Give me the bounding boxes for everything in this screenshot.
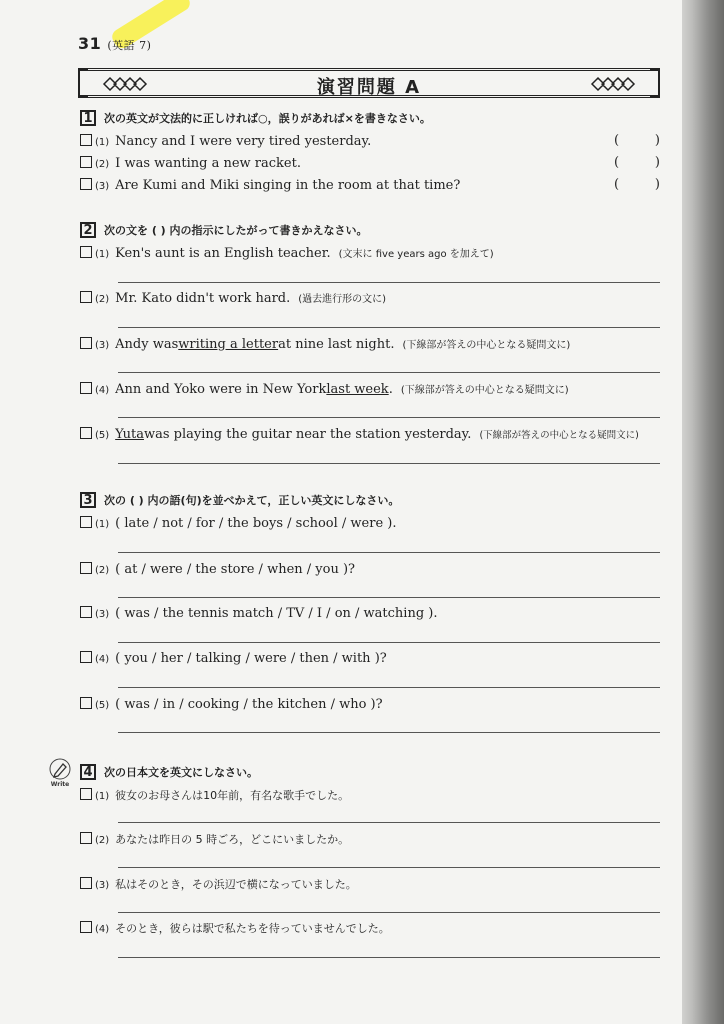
answer-line[interactable] xyxy=(118,327,660,328)
answer-line[interactable] xyxy=(118,463,660,464)
section-2-heading xyxy=(80,222,368,238)
item-number: (4) xyxy=(95,924,110,935)
underlined-part: last week xyxy=(326,382,389,397)
item-number: (3) xyxy=(95,880,110,891)
paren-open: ( xyxy=(614,177,620,192)
item-number: (1) xyxy=(95,519,110,530)
paren-close: ) xyxy=(654,133,660,148)
item-number: (1) xyxy=(95,791,110,802)
item-number: (4) xyxy=(95,385,110,396)
item-text: あなたは昨日の 5 時ごろ，どこにいましたか。 xyxy=(115,833,350,846)
item-text-pre: Andy was xyxy=(115,337,179,352)
item-number: (3) xyxy=(95,181,110,192)
answer-line[interactable] xyxy=(118,822,660,823)
s3-item-5 xyxy=(80,696,383,712)
checkbox[interactable] xyxy=(80,382,92,394)
section-number: 4 xyxy=(80,764,96,780)
section-number: 3 xyxy=(80,492,96,508)
item-text: ( was / in / cooking / the kitchen / who )? xyxy=(115,697,383,712)
answer-line[interactable] xyxy=(118,867,660,868)
s2-item-1 xyxy=(80,245,494,261)
answer-line[interactable] xyxy=(118,417,660,418)
checkbox[interactable] xyxy=(80,651,92,663)
item-text: ( late / not / for / the boys / school / were ). xyxy=(115,516,397,531)
answer-line[interactable] xyxy=(118,597,660,598)
item-text: ( you / her / talking / were / then / with )? xyxy=(115,651,387,666)
title-bar-right-cap xyxy=(650,68,660,98)
page-binding-edge xyxy=(678,0,724,1024)
s1-item-3 xyxy=(80,177,460,193)
item-number: (2) xyxy=(95,159,110,170)
item-number: (2) xyxy=(95,294,110,305)
answer-line[interactable] xyxy=(118,912,660,913)
item-number: (2) xyxy=(95,835,110,846)
item-text: ( at / were / the store / when / you )? xyxy=(115,562,355,577)
worksheet-title: 演習問題 A xyxy=(316,77,422,98)
title-bar xyxy=(80,68,658,98)
item-number: (4) xyxy=(95,654,110,665)
s4-item-3 xyxy=(80,876,357,892)
checkbox[interactable] xyxy=(80,337,92,349)
s1-item-1 xyxy=(80,133,371,149)
item-text: Ken's aunt is an English teacher. xyxy=(115,246,331,261)
item-text: 私はそのとき，その浜辺で横になっていました。 xyxy=(115,878,357,891)
section-number: 2 xyxy=(80,222,96,238)
item-text-pre: Ann and Yoko were in New York xyxy=(115,382,327,397)
item-number: (3) xyxy=(95,609,110,620)
paren-close: ) xyxy=(654,177,660,192)
section-instruction: 次の ( ) 内の語(句)を並べかえて，正しい英文にしなさい。 xyxy=(104,494,400,507)
write-icon-label: Write xyxy=(50,781,70,788)
item-number: (5) xyxy=(95,700,110,711)
s4-item-2 xyxy=(80,831,349,847)
checkbox[interactable] xyxy=(80,788,92,800)
item-instruction: (文末に five years ago を加えて) xyxy=(338,249,494,260)
checkbox[interactable] xyxy=(80,291,92,303)
paren-close: ) xyxy=(654,155,660,170)
answer-line[interactable] xyxy=(118,957,660,958)
section-instruction: 次の英文が文法的に正しければ○，誤りがあれば×を書きなさい。 xyxy=(104,112,431,125)
ornament-right-icon xyxy=(588,76,636,92)
section-instruction: 次の日本文を英文にしなさい。 xyxy=(104,766,258,779)
underlined-part: Yuta xyxy=(115,427,144,442)
checkbox[interactable] xyxy=(80,921,92,933)
answer-parentheses[interactable] xyxy=(614,133,660,148)
item-number: (3) xyxy=(95,340,110,351)
item-text: ( was / the tennis match / TV / I / on / watching ). xyxy=(115,606,438,621)
item-instruction: (下線部が答えの中心となる疑問文に) xyxy=(402,340,571,351)
item-text-post: at nine last night. xyxy=(278,337,395,352)
page-number: 31 xyxy=(78,34,102,53)
checkbox[interactable] xyxy=(80,877,92,889)
s3-item-3 xyxy=(80,605,438,621)
checkbox[interactable] xyxy=(80,246,92,258)
checkbox[interactable] xyxy=(80,178,92,190)
item-number: (1) xyxy=(95,249,110,260)
checkbox[interactable] xyxy=(80,606,92,618)
item-number: (1) xyxy=(95,137,110,148)
answer-line[interactable] xyxy=(118,372,660,373)
item-text: Nancy and I were very tired yesterday. xyxy=(115,134,372,149)
checkbox[interactable] xyxy=(80,697,92,709)
section-instruction: 次の文を ( ) 内の指示にしたがって書きかえなさい。 xyxy=(104,224,368,237)
answer-line[interactable] xyxy=(118,732,660,733)
checkbox[interactable] xyxy=(80,516,92,528)
item-instruction: (下線部が答えの中心となる疑問文に) xyxy=(479,430,639,441)
checkbox[interactable] xyxy=(80,562,92,574)
item-text-post: . xyxy=(388,382,393,397)
section-3-heading xyxy=(80,492,399,508)
write-pencil-icon xyxy=(48,758,72,788)
item-number: (5) xyxy=(95,430,110,441)
s3-item-2 xyxy=(80,561,355,577)
item-text: Are Kumi and Miki singing in the room at that time? xyxy=(115,178,461,193)
s3-item-1 xyxy=(80,515,397,531)
item-text: 彼女のお母さんは10年前，有名な歌手でした。 xyxy=(115,789,350,802)
s2-item-2 xyxy=(80,290,386,306)
item-text-post: was playing the guitar near the station yesterday. xyxy=(143,427,472,442)
item-text: Mr. Kato didn't work hard. xyxy=(115,291,291,306)
answer-line[interactable] xyxy=(118,282,660,283)
s4-item-1 xyxy=(80,787,349,803)
answer-parentheses[interactable] xyxy=(614,155,660,170)
section-1-heading xyxy=(80,110,431,126)
checkbox[interactable] xyxy=(80,832,92,844)
checkbox[interactable] xyxy=(80,156,92,168)
paren-open: ( xyxy=(614,155,620,170)
s2-item-5 xyxy=(80,426,639,442)
s4-item-4 xyxy=(80,920,390,936)
item-instruction: (過去進行形の文に) xyxy=(298,294,387,305)
checkbox[interactable] xyxy=(80,134,92,146)
s1-item-2 xyxy=(80,155,301,171)
section-number: 1 xyxy=(80,110,96,126)
section-4-heading xyxy=(80,764,258,780)
s2-item-4 xyxy=(80,381,569,397)
subject-label: (英語 7) xyxy=(107,39,152,52)
answer-parentheses[interactable] xyxy=(614,177,660,192)
underlined-part: writing a letter xyxy=(178,337,279,352)
item-number: (2) xyxy=(95,565,110,576)
answer-line[interactable] xyxy=(118,552,660,553)
checkbox[interactable] xyxy=(80,427,92,439)
answer-line[interactable] xyxy=(118,642,660,643)
answer-line[interactable] xyxy=(118,687,660,688)
item-text: I was wanting a new racket. xyxy=(115,156,301,171)
item-text: そのとき，彼らは駅で私たちを待っていませんでした。 xyxy=(115,922,390,935)
s3-item-4 xyxy=(80,650,387,666)
page-header xyxy=(78,34,151,53)
paren-open: ( xyxy=(614,133,620,148)
item-instruction: (下線部が答えの中心となる疑問文に) xyxy=(400,385,569,396)
s2-item-3 xyxy=(80,336,570,352)
